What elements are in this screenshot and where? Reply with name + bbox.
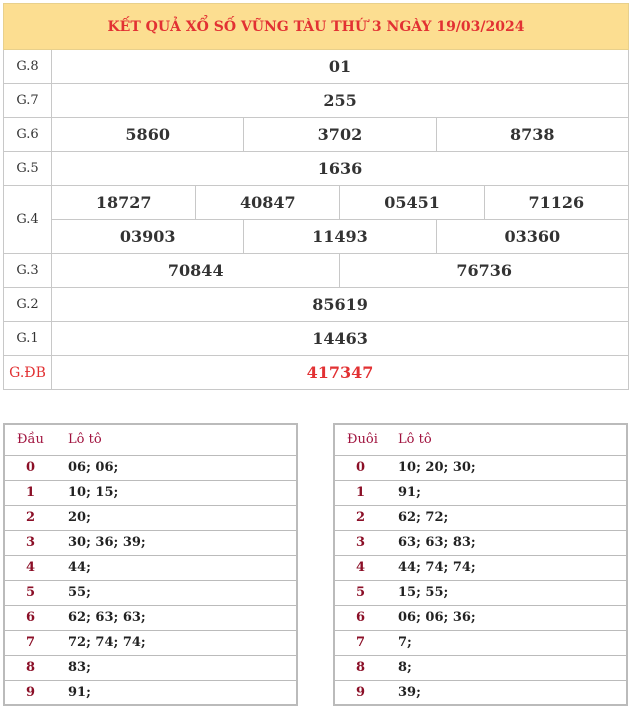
loto-values: 15; 55;: [386, 580, 627, 605]
prize-label-g6: G.6: [4, 118, 52, 152]
head-digit: 4: [4, 555, 56, 580]
loto-values: 63; 63; 83;: [386, 530, 627, 555]
table-row: [4, 555, 297, 580]
table-row: [4, 605, 297, 630]
prize-value-g4: 03360: [436, 220, 628, 254]
prize-value-g4: 40847: [196, 186, 340, 220]
table-row: [334, 655, 627, 680]
table-row: [334, 505, 627, 530]
table-row: [4, 680, 297, 705]
loto-values: 83;: [56, 655, 297, 680]
duoi-loto-table: [333, 423, 628, 706]
loto-values: 10; 15;: [56, 480, 297, 505]
prize-value-g4: 11493: [244, 220, 436, 254]
loto-values: 91;: [386, 480, 627, 505]
prize-value-g8: 01: [52, 50, 629, 84]
prize-value-g6: 8738: [436, 118, 628, 152]
loto-values: 30; 36; 39;: [56, 530, 297, 555]
prize-value-g3: 76736: [340, 254, 629, 288]
loto-values: 20;: [56, 505, 297, 530]
tail-digit: 0: [334, 455, 386, 480]
tail-digit: 3: [334, 530, 386, 555]
loto-values: 91;: [68, 684, 91, 700]
loto-values: 06; 06; 36;: [386, 605, 627, 630]
head-digit: 0: [4, 455, 56, 480]
table-row: [4, 530, 297, 555]
table-row: [4, 480, 297, 505]
table-row: [334, 480, 627, 505]
head-digit: 5: [4, 580, 56, 605]
loto-values: 62; 72;: [386, 505, 627, 530]
loto-values: 39;: [398, 684, 421, 700]
results-table: [3, 3, 629, 390]
prize-value-g4: 71126: [484, 186, 628, 220]
tail-digit: 2: [334, 505, 386, 530]
prize-value-g4: 18727: [52, 186, 196, 220]
prize-label-g1: G.1: [4, 322, 52, 356]
head-digit: 7: [4, 630, 56, 655]
loto-header: Lô tô: [56, 424, 297, 455]
table-row: [4, 455, 297, 480]
table-row: [334, 680, 627, 705]
loto-values: 62; 63; 63;: [56, 605, 297, 630]
head-digit: 9: [25, 684, 36, 700]
prize-value-g1: 14463: [52, 322, 629, 356]
loto-values: 55;: [56, 580, 297, 605]
prize-value-g7: 255: [52, 84, 629, 118]
table-row: [334, 580, 627, 605]
tail-digit: 1: [334, 480, 386, 505]
loto-values: 44;: [56, 555, 297, 580]
tail-digit: 6: [334, 605, 386, 630]
table-row: [4, 505, 297, 530]
table-row: [334, 605, 627, 630]
loto-values: 06; 06;: [56, 455, 297, 480]
loto-header: Lô tô: [386, 424, 627, 455]
table-row: [334, 630, 627, 655]
loto-values: 7;: [386, 630, 627, 655]
head-digit: 6: [4, 605, 56, 630]
tail-digit: 9: [355, 684, 366, 700]
prize-value-g3: 70844: [52, 254, 340, 288]
prize-value-special: 417347: [52, 356, 629, 390]
tail-digit: 8: [334, 655, 386, 680]
tail-digit: 7: [334, 630, 386, 655]
prize-label-g8: G.8: [4, 50, 52, 84]
loto-values: 8;: [386, 655, 627, 680]
prize-value-g4: 05451: [340, 186, 484, 220]
prize-label-g5: G.5: [4, 152, 52, 186]
prize-value-g6: 3702: [244, 118, 436, 152]
table-row: [334, 555, 627, 580]
table-row: [334, 530, 627, 555]
table-row: [4, 655, 297, 680]
table-row: [4, 630, 297, 655]
results-title: KẾT QUẢ XỔ SỐ VŨNG TÀU THỨ 3 NGÀY 19/03/2024: [4, 4, 629, 50]
table-row: [334, 455, 627, 480]
loto-values: 10; 20; 30;: [386, 455, 627, 480]
prize-value-g2: 85619: [52, 288, 629, 322]
prize-label-special: G.ĐB: [4, 356, 52, 390]
head-digit: 3: [4, 530, 56, 555]
dau-header: Đầu: [4, 424, 56, 455]
head-digit: 8: [4, 655, 56, 680]
prize-value-g4: 03903: [52, 220, 244, 254]
dau-loto-table: [3, 423, 298, 706]
prize-label-g4: G.4: [4, 186, 52, 254]
prize-label-g7: G.7: [4, 84, 52, 118]
prize-label-g2: G.2: [4, 288, 52, 322]
head-digit: 2: [4, 505, 56, 530]
tail-digit: 4: [334, 555, 386, 580]
loto-values: 44; 74; 74;: [386, 555, 627, 580]
loto-values: 72; 74; 74;: [56, 630, 297, 655]
tail-digit: 5: [334, 580, 386, 605]
duoi-header: Đuôi: [334, 424, 386, 455]
table-row: [4, 580, 297, 605]
prize-value-g6: 5860: [52, 118, 244, 152]
prize-label-g3: G.3: [4, 254, 52, 288]
head-digit: 1: [4, 480, 56, 505]
prize-value-g5: 1636: [52, 152, 629, 186]
